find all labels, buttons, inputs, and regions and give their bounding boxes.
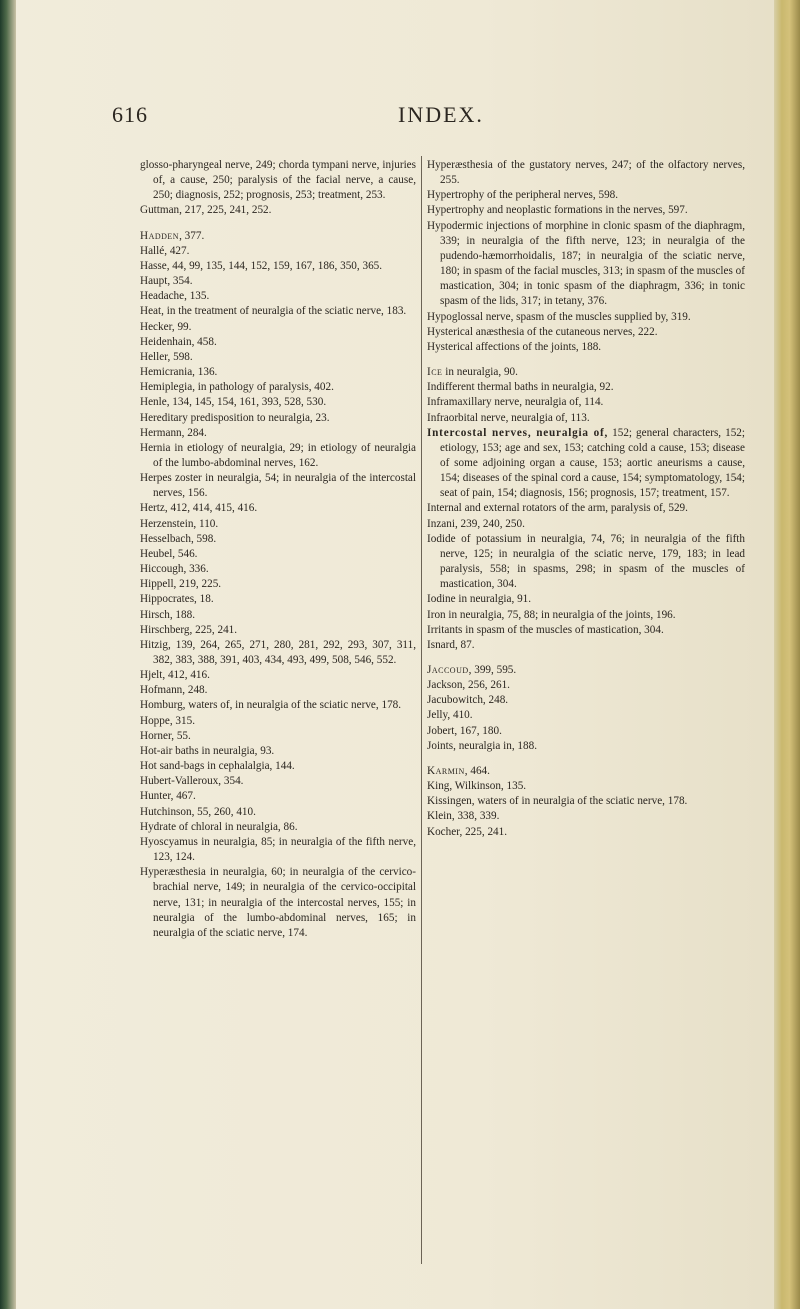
index-entry xyxy=(140,729,416,744)
entry-text: , 399, 595. xyxy=(468,664,517,676)
index-entry xyxy=(427,310,745,325)
index-entry xyxy=(427,693,745,708)
entry-text: 152; general characters, 152; etiology, 153; age and sex, 153; catching cold a cause, 153; disease of some adjoining organ a cause, 153; aortic aneurisms a cause, 154; diseases of the spinal cord a cause, 154; symptomatology, 154; seat of pain, 154; diagnosis, 156; prognosis, 157; treatment, 157. xyxy=(440,426,745,500)
entry-text: Hot-air baths in neuralgia, 93. xyxy=(140,744,275,757)
entry-text: Jackson, 256, 261. xyxy=(427,679,510,692)
letter-section-gap xyxy=(427,754,745,764)
index-entry xyxy=(140,532,416,547)
entry-text: Hemicrania, 136. xyxy=(140,366,218,379)
index-entry xyxy=(427,608,745,623)
index-entry xyxy=(140,577,416,592)
entry-heading-bold: Intercostal nerves, neuralgia of, xyxy=(427,426,609,439)
index-entry xyxy=(427,794,745,809)
entry-text: Hereditary predisposition to neuralgia, 23. xyxy=(140,411,330,424)
index-entry xyxy=(140,471,416,501)
entry-text: Jobert, 167, 180. xyxy=(427,724,502,737)
index-entry xyxy=(427,825,745,840)
entry-text: , 464. xyxy=(464,764,490,777)
index-entry xyxy=(140,805,416,820)
entry-text: Hunter, 467. xyxy=(140,790,196,803)
entry-text: Hermann, 284. xyxy=(140,426,207,439)
entry-text: Isnard, 87. xyxy=(427,638,475,651)
index-entry xyxy=(427,678,745,693)
entry-text: Heidenhain, 458. xyxy=(140,335,217,348)
entry-text: Joints, neuralgia in, 188. xyxy=(427,739,537,752)
index-entry xyxy=(140,411,416,426)
index-entry xyxy=(140,698,416,713)
entry-text: Herpes zoster in neuralgia, 54; in neuralgia of the intercostal nerves, 156. xyxy=(140,472,416,500)
index-entry xyxy=(427,724,745,739)
index-entry xyxy=(140,441,416,471)
entry-text: Hypertrophy of the peripheral nerves, 598. xyxy=(427,189,619,202)
entry-text: Hysterical anæsthesia of the cutaneous nerves, 222. xyxy=(427,325,658,338)
entry-lead-small-caps: Karmin xyxy=(427,764,465,777)
entry-text: Kocher, 225, 241. xyxy=(427,825,508,838)
entry-text: Haupt, 354. xyxy=(140,275,193,288)
index-entry xyxy=(140,259,416,274)
index-entry xyxy=(140,820,416,835)
page-number: 616 xyxy=(112,102,148,127)
index-entry xyxy=(140,426,416,441)
entry-text: Headache, 135. xyxy=(140,290,210,303)
index-entry xyxy=(427,219,745,310)
index-entry xyxy=(140,244,416,259)
index-entry xyxy=(140,289,416,304)
entry-text: Hasse, 44, 99, 135, 144, 152, 159, 167, 186, 350, 365. xyxy=(140,259,383,272)
entry-text: in neuralgia, 90. xyxy=(442,366,518,379)
entry-text: Herzenstein, 110. xyxy=(140,517,219,530)
index-entry xyxy=(427,532,745,593)
index-entry xyxy=(140,835,416,865)
index-entry xyxy=(140,304,416,319)
index-entry xyxy=(427,395,745,410)
index-entry xyxy=(140,592,416,607)
index-entry xyxy=(427,708,745,723)
entry-text: Hjelt, 412, 416. xyxy=(140,669,210,682)
entry-lead-small-caps: Jaccoud xyxy=(427,664,469,676)
entry-text: Heat, in the treatment of neuralgia of the sciatic nerve, 183. xyxy=(140,305,407,318)
entry-text: Hiccough, 336. xyxy=(140,563,209,576)
entry-text: Hippell, 219, 225. xyxy=(140,578,222,591)
index-entry xyxy=(427,380,745,395)
entry-text: Internal and external rotators of the arm, paralysis of, 529. xyxy=(427,502,688,515)
page-fore-edge xyxy=(774,0,800,1309)
entry-text: Homburg, waters of, in neuralgia of the sciatic nerve, 178. xyxy=(140,699,402,712)
page-binding-edge xyxy=(0,0,16,1309)
index-entry xyxy=(427,623,745,638)
index-entry xyxy=(140,714,416,729)
index-column-right xyxy=(427,158,745,840)
entry-text: Hubert-Valleroux, 354. xyxy=(140,775,244,788)
entry-text: Infraorbital nerve, neuralgia of, 113. xyxy=(427,411,590,424)
entry-text: Inframaxillary nerve, neuralgia of, 114. xyxy=(427,396,604,409)
index-entry xyxy=(427,517,745,532)
column-divider xyxy=(421,156,422,1264)
index-entry xyxy=(427,188,745,203)
entry-text: Hutchinson, 55, 260, 410. xyxy=(140,805,256,818)
index-entry xyxy=(140,350,416,365)
entry-text: Hernia in etiology of neuralgia, 29; in etiology of neuralgia of the lumbo-abdominal nerves, 162. xyxy=(140,441,416,469)
entry-text: Henle, 134, 145, 154, 161, 393, 528, 530. xyxy=(140,396,327,409)
letter-section-gap xyxy=(427,355,745,365)
index-entry xyxy=(140,365,416,380)
entry-text: Hecker, 99. xyxy=(140,320,192,333)
entry-text: Hyperæsthesia of the gustatory nerves, 247; of the olfactory nerves, 255. xyxy=(427,159,745,187)
index-entry xyxy=(140,203,416,218)
entry-text: Hypoglossal nerve, spasm of the muscles supplied by, 319. xyxy=(427,310,691,323)
entry-text: Iodine in neuralgia, 91. xyxy=(427,593,532,606)
entry-text: Hyoscyamus in neuralgia, 85; in neuralgia of the fifth nerve, 123, 124. xyxy=(140,835,416,864)
entry-text: Iron in neuralgia, 75, 88; in neuralgia of the joints, 196. xyxy=(427,608,676,621)
index-entry xyxy=(140,789,416,804)
entry-text: Guttman, 217, 225, 241, 252. xyxy=(140,204,272,217)
index-entry xyxy=(427,592,745,607)
index-entry xyxy=(427,779,745,794)
index-entry xyxy=(140,501,416,516)
entry-text: Hippocrates, 18. xyxy=(140,593,214,606)
index-entry xyxy=(427,426,745,502)
entry-text: Hysterical affections of the joints, 188. xyxy=(427,340,602,353)
entry-text: Hyperæsthesia in neuralgia, 60; in neuralgia of the cervico-brachial nerve, 149; in neuralgia of the cervico-occipital nerve, 131; in neuralgia of the intercostal nerves, 155; in neuralgia of the lumbo-abdominal nerves, 165; in neuralgia of the sciatic nerve, 174. xyxy=(140,866,416,939)
index-column-left xyxy=(140,158,416,941)
entry-text: Hypodermic injections of morphine in clonic spasm of the diaphragm, 339; in neuralgia of the fifth nerve, 123; in neuralgia of the pudendo-hæmorrhoidalis, 187; in neuralgia of the sciatic nerve, 180; in spasm of the facial muscles, 313; in spasm of the muscles of mastication, 304; in tonic spasm of the diaphragm, 336; in tonic spasm of the lids, 317; in tetany, 376. xyxy=(427,219,745,308)
entry-text: Heller, 598. xyxy=(140,350,193,363)
index-entry xyxy=(140,335,416,350)
index-entry xyxy=(427,501,745,516)
index-entry xyxy=(140,320,416,335)
entry-text: Inzani, 239, 240, 250. xyxy=(427,517,525,530)
index-entry xyxy=(140,158,416,203)
entry-text: glosso-pharyngeal nerve, 249; chorda tympani nerve, injuries of, a cause, 250; paralysis of the facial nerve, a cause, 250; diagnosis, 252; prognosis, 253; treatment, 253. xyxy=(140,159,416,202)
entry-text: Hypertrophy and neoplastic formations in the nerves, 597. xyxy=(427,204,688,217)
entry-text: Horner, 55. xyxy=(140,729,191,742)
entry-text: King, Wilkinson, 135. xyxy=(427,780,527,793)
index-entry xyxy=(140,547,416,562)
index-entry xyxy=(140,668,416,683)
entry-text: Indifferent thermal baths in neuralgia, 92. xyxy=(427,381,614,394)
entry-text: Hydrate of chloral in neuralgia, 86. xyxy=(140,820,298,833)
entry-text: Heubel, 546. xyxy=(140,547,198,560)
entry-text: Hirschberg, 225, 241. xyxy=(140,623,238,636)
index-entry xyxy=(140,623,416,638)
index-entry xyxy=(140,744,416,759)
index-entry xyxy=(140,683,416,698)
entry-text: Hesselbach, 598. xyxy=(140,532,217,545)
letter-section-gap xyxy=(427,653,745,663)
running-head: INDEX. xyxy=(398,102,484,127)
entry-text: Hitzig, 139, 264, 265, 271, 280, 281, 292, 293, 307, 311, 382, 383, 388, 391, 403, 434, 493, 499, 508, 546, 552. xyxy=(140,638,416,666)
index-entry xyxy=(140,380,416,395)
entry-text: Jacubowitch, 248. xyxy=(427,694,509,707)
entry-text: Iodide of potassium in neuralgia, 74, 76; in neuralgia of the fifth nerve, 125; in neuralgia of the sciatic nerve, 179, 183; in lead paralysis, 558; in spasms, 298; in spasm of the muscles of mastication, 304. xyxy=(427,532,745,591)
index-entry xyxy=(427,203,745,218)
entry-lead-small-caps: Hadden xyxy=(140,229,180,242)
index-entry xyxy=(427,739,745,754)
index-entry xyxy=(140,608,416,623)
index-entry xyxy=(427,764,745,779)
entry-lead-small-caps: Ice xyxy=(427,366,443,379)
index-entry xyxy=(427,411,745,426)
entry-text: Hertz, 412, 414, 415, 416. xyxy=(140,502,258,515)
entry-text: Hoppe, 315. xyxy=(140,714,195,727)
index-entry xyxy=(140,395,416,410)
index-entry xyxy=(140,774,416,789)
index-entry xyxy=(427,809,745,824)
entry-text: Hot sand-bags in cephalalgia, 144. xyxy=(140,760,295,773)
index-entry xyxy=(140,517,416,532)
index-entry xyxy=(140,865,416,941)
entry-text: , 377. xyxy=(179,229,205,242)
index-entry xyxy=(140,274,416,289)
index-entry xyxy=(140,759,416,774)
index-entry xyxy=(427,158,745,188)
index-entry xyxy=(427,365,745,380)
entry-text: Klein, 338, 339. xyxy=(427,810,500,823)
entry-text: Hofmann, 248. xyxy=(140,684,208,697)
entry-text: Hallé, 427. xyxy=(140,244,190,257)
entry-text: Irritants in spasm of the muscles of mastication, 304. xyxy=(427,623,664,636)
index-entry xyxy=(427,325,745,340)
index-entry xyxy=(427,663,745,678)
entry-text: Kissingen, waters of in neuralgia of the sciatic nerve, 178. xyxy=(427,795,688,808)
index-entry xyxy=(427,638,745,653)
index-entry xyxy=(140,562,416,577)
index-entry xyxy=(427,340,745,355)
entry-text: Hemiplegia, in pathology of paralysis, 402. xyxy=(140,381,334,394)
letter-section-gap xyxy=(140,219,416,229)
index-entry xyxy=(140,638,416,668)
index-entry xyxy=(140,229,416,244)
entry-text: Hirsch, 188. xyxy=(140,608,195,621)
entry-text: Jelly, 410. xyxy=(427,709,473,722)
